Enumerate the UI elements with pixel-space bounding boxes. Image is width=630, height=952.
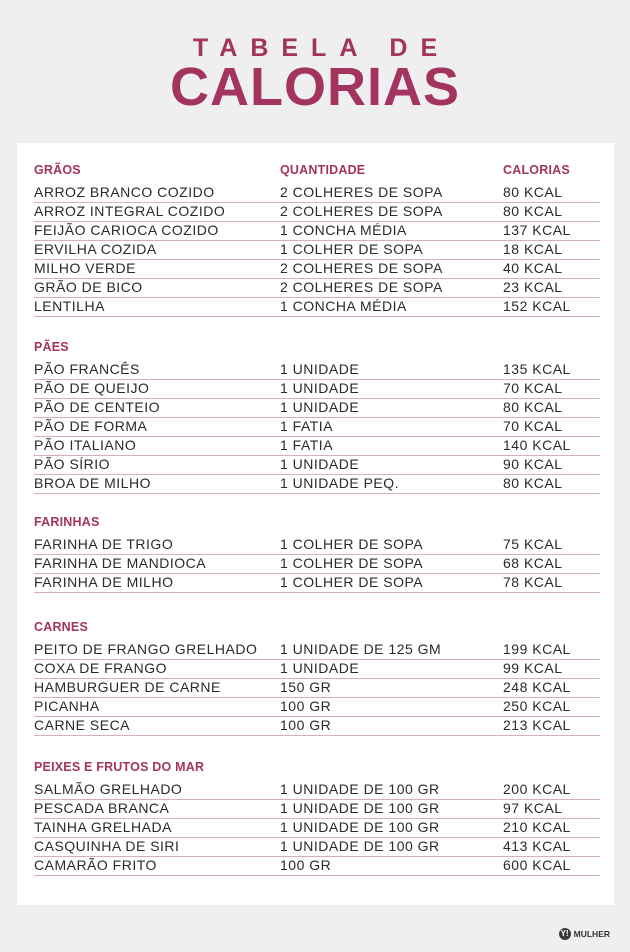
food-name: LENTILHA	[34, 298, 105, 314]
food-calories: 213 KCAL	[503, 717, 571, 733]
food-quantity: 1 FATIA	[280, 418, 334, 434]
table-row	[34, 259, 600, 279]
food-name: FARINHA DE MANDIOCA	[34, 555, 207, 571]
food-quantity: 1 UNIDADE DE 125 GM	[280, 641, 442, 657]
food-quantity: 1 COLHER DE SOPA	[280, 241, 424, 257]
table-row	[34, 554, 600, 574]
food-calories: 80 KCAL	[503, 184, 563, 200]
food-calories: 68 KCAL	[503, 555, 563, 571]
table-row	[34, 183, 600, 203]
food-quantity: 1 UNIDADE	[280, 660, 360, 676]
food-name: PÃO SÍRIO	[34, 456, 111, 472]
food-name: FARINHA DE TRIGO	[34, 536, 174, 552]
food-calories: 413 KCAL	[503, 838, 571, 854]
food-name: ERVILHA COZIDA	[34, 241, 157, 257]
food-quantity: 1 UNIDADE DE 100 GR	[280, 838, 440, 854]
table-row	[34, 474, 600, 494]
food-calories: 80 KCAL	[503, 203, 563, 219]
food-quantity: 1 FATIA	[280, 437, 334, 453]
food-calories: 200 KCAL	[503, 781, 571, 797]
brand-footer	[559, 928, 610, 940]
food-calories: 135 KCAL	[503, 361, 571, 377]
food-calories: 40 KCAL	[503, 260, 563, 276]
food-calories: 137 KCAL	[503, 222, 571, 238]
food-quantity: 1 UNIDADE DE 100 GR	[280, 800, 440, 816]
food-calories: 70 KCAL	[503, 418, 563, 434]
food-quantity: 2 COLHERES DE SOPA	[280, 184, 443, 200]
table-row	[34, 297, 600, 317]
food-calories: 152 KCAL	[503, 298, 571, 314]
section-header	[34, 620, 600, 636]
column-header-quantity: QUANTIDADE	[280, 163, 366, 177]
food-calories: 140 KCAL	[503, 437, 571, 453]
table-row	[34, 659, 600, 679]
food-name: CAMARÃO FRITO	[34, 857, 157, 873]
food-calories: 600 KCAL	[503, 857, 571, 873]
table-row	[34, 417, 600, 437]
food-name: PÃO FRANCÊS	[34, 361, 140, 377]
food-name: SALMÃO GRELHADO	[34, 781, 183, 797]
table-row	[34, 535, 600, 555]
table-row	[34, 818, 600, 838]
food-calories: 248 KCAL	[503, 679, 571, 695]
table-row	[34, 697, 600, 717]
food-name: TAINHA GRELHADA	[34, 819, 172, 835]
food-name: CARNE SECA	[34, 717, 131, 733]
food-name: MILHO VERDE	[34, 260, 136, 276]
food-calories: 199 KCAL	[503, 641, 571, 657]
food-quantity: 2 COLHERES DE SOPA	[280, 260, 443, 276]
section-title: PEIXES E FRUTOS DO MAR	[34, 760, 205, 774]
table-row	[34, 716, 600, 736]
food-calories: 75 KCAL	[503, 536, 563, 552]
section-header	[34, 340, 600, 356]
food-quantity: 100 GR	[280, 717, 332, 733]
table-row	[34, 455, 600, 475]
food-name: PÃO ITALIANO	[34, 437, 137, 453]
food-name: PESCADA BRANCA	[34, 800, 170, 816]
food-quantity: 1 UNIDADE	[280, 361, 360, 377]
food-quantity: 1 UNIDADE DE 100 GR	[280, 819, 440, 835]
food-quantity: 1 COLHER DE SOPA	[280, 555, 424, 571]
food-calories: 250 KCAL	[503, 698, 571, 714]
table-row	[34, 221, 600, 241]
section-title: GRÃOS	[34, 163, 81, 177]
food-quantity: 1 CONCHA MÉDIA	[280, 222, 407, 238]
food-name: PEITO DE FRANGO GRELHADO	[34, 641, 258, 657]
table-row	[34, 436, 600, 456]
brand-label: MULHER	[573, 929, 610, 939]
table-row	[34, 856, 600, 876]
section-header	[34, 515, 600, 531]
food-name: FARINHA DE MILHO	[34, 574, 174, 590]
food-name: FEIJÃO CARIOCA COZIDO	[34, 222, 219, 238]
food-calories: 18 KCAL	[503, 241, 563, 257]
food-calories: 210 KCAL	[503, 819, 571, 835]
page-title-line1: TABELA DE	[192, 34, 451, 62]
food-quantity: 100 GR	[280, 698, 332, 714]
table-row	[34, 240, 600, 260]
food-name: ARROZ BRANCO COZIDO	[34, 184, 215, 200]
food-calories: 80 KCAL	[503, 399, 563, 415]
food-calories: 78 KCAL	[503, 574, 563, 590]
calorie-table	[17, 143, 614, 905]
food-quantity: 100 GR	[280, 857, 332, 873]
food-name: BROA DE MILHO	[34, 475, 151, 491]
food-name: PICANHA	[34, 698, 100, 714]
section-title: FARINHAS	[34, 515, 100, 529]
food-name: COXA DE FRANGO	[34, 660, 168, 676]
table-row	[34, 278, 600, 298]
food-name: PÃO DE QUEIJO	[34, 380, 150, 396]
yahoo-logo-icon: Y!	[560, 929, 569, 938]
food-name: PÃO DE CENTEIO	[34, 399, 161, 415]
column-header-calories: CALORIAS	[503, 163, 570, 177]
food-quantity: 1 CONCHA MÉDIA	[280, 298, 407, 314]
page-title-line2: CALORIAS	[170, 57, 460, 117]
food-quantity: 1 COLHER DE SOPA	[280, 536, 424, 552]
table-row	[34, 379, 600, 399]
food-quantity: 1 UNIDADE	[280, 399, 360, 415]
section-title: CARNES	[34, 620, 88, 634]
food-calories: 80 KCAL	[503, 475, 563, 491]
food-calories: 70 KCAL	[503, 380, 563, 396]
food-quantity: 1 UNIDADE PEQ.	[280, 475, 400, 491]
section-header	[34, 760, 600, 776]
food-name: HAMBURGUER DE CARNE	[34, 679, 221, 695]
food-name: CASQUINHA DE SIRI	[34, 838, 180, 854]
food-name: PÃO DE FORMA	[34, 418, 148, 434]
food-quantity: 1 COLHER DE SOPA	[280, 574, 424, 590]
food-quantity: 150 GR	[280, 679, 332, 695]
food-calories: 97 KCAL	[503, 800, 563, 816]
food-name: GRÃO DE BICO	[34, 279, 143, 295]
table-row	[34, 780, 600, 800]
food-calories: 90 KCAL	[503, 456, 563, 472]
table-row	[34, 678, 600, 698]
table-row	[34, 573, 600, 593]
table-row	[34, 799, 600, 819]
food-calories: 99 KCAL	[503, 660, 563, 676]
food-quantity: 1 UNIDADE	[280, 456, 360, 472]
section-header	[34, 163, 600, 179]
table-row	[34, 202, 600, 222]
food-name: ARROZ INTEGRAL COZIDO	[34, 203, 226, 219]
section-title: PÃES	[34, 340, 69, 354]
table-row	[34, 837, 600, 857]
food-quantity: 1 UNIDADE	[280, 380, 360, 396]
food-quantity: 1 UNIDADE DE 100 GR	[280, 781, 440, 797]
food-quantity: 2 COLHERES DE SOPA	[280, 279, 443, 295]
table-row	[34, 398, 600, 418]
food-calories: 23 KCAL	[503, 279, 563, 295]
food-quantity: 2 COLHERES DE SOPA	[280, 203, 443, 219]
table-row	[34, 640, 600, 660]
table-row	[34, 360, 600, 380]
